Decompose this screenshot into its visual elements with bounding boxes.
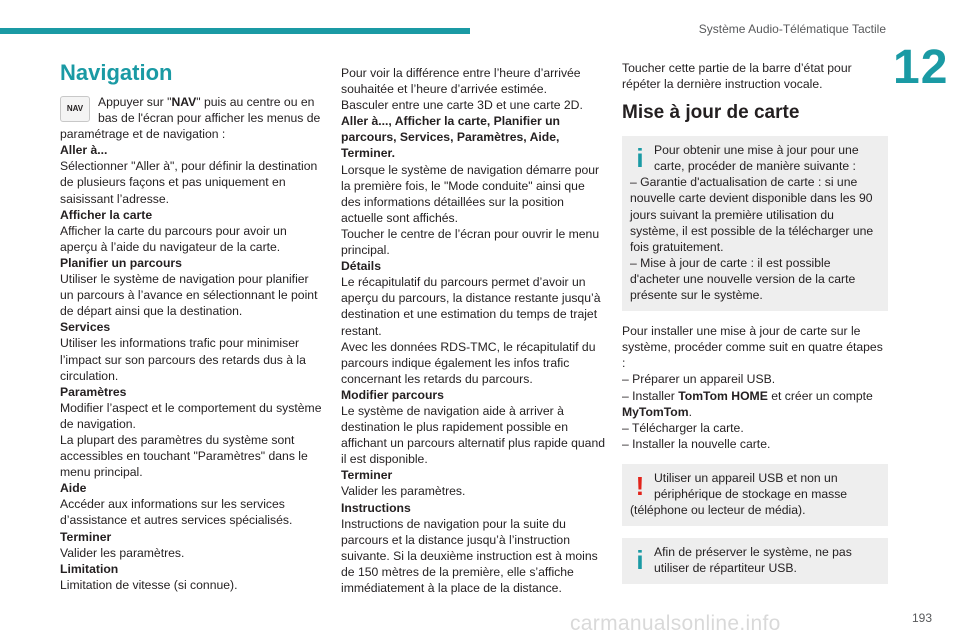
install-step-2 xyxy=(622,388,888,420)
text-help: Accéder aux informations sur les services d’assistance et autres services spécialisés. xyxy=(60,497,293,528)
text-settings-2: La plupart des paramètres du système sont accessibles en touchant "Paramètres" dans le menu principal. xyxy=(60,432,308,480)
text-finish-2: Valider les paramètres. xyxy=(341,484,466,499)
intro-text-a: Appuyer sur " xyxy=(98,95,172,109)
nav-button-icon: NAV xyxy=(60,96,90,122)
chapter-number: 12 xyxy=(893,41,949,94)
text-first-start: Lorsque le système de navigation démarre pour la première fois, le "Mode conduite" ainsi que des informations détaillées sur la position actuelle sont affichés. xyxy=(341,162,600,225)
text-status-bar: Toucher cette partie de la barre d’état pour répéter la dernière instruction vocale. xyxy=(622,61,852,92)
nav-intro-text xyxy=(60,94,322,142)
heading-services: Services xyxy=(60,320,111,335)
column-1 xyxy=(60,60,322,593)
text-plan-route: Utiliser le système de navigation pour planifier un parcours à l’avance en sélectionnant le point de départ ainsi que la destination. xyxy=(60,272,318,319)
install-intro: Pour installer une mise à jour de carte sur le système, procéder comme suit en quatre étapes : xyxy=(622,324,883,371)
info-box-map-update xyxy=(622,136,888,311)
page-number: 193 xyxy=(911,611,932,625)
text-goto: Sélectionner "Aller à", pour définir la destination de plusieurs façons et pas uniquement en saisissant l’adresse. xyxy=(60,159,318,206)
install-step-1: – Préparer un appareil USB. xyxy=(622,372,776,387)
text-details-2: Avec les données RDS-TMC, le récapitulatif du parcours indique également les infos trafic concernant les retards du parcours. xyxy=(341,339,596,386)
heading-plan-route: Planifier un parcours xyxy=(60,255,182,270)
warning-icon: ! xyxy=(635,470,645,501)
step2-text-e: . xyxy=(688,404,692,419)
heading-goto: Aller à... xyxy=(60,143,108,158)
step2-text-a: – Installer xyxy=(622,388,679,403)
text-arrival-diff: Pour voir la différence entre l’heure d’arrivée souhaitée et l’heure d’arrivée estimée. xyxy=(341,66,581,97)
nav-intro xyxy=(60,94,322,142)
install-step-4: – Installer la nouvelle carte. xyxy=(622,436,771,451)
text-touch-center: Toucher le centre de l’écran pour ouvrir le menu principal. xyxy=(341,226,600,258)
heading-modify-route: Modifier parcours xyxy=(341,387,444,402)
header-accent-bar xyxy=(0,28,470,34)
text-instructions: Instructions de navigation pour la suite du parcours et la distance jusqu’à l’instruction suivante. Si la deuxième instruction est à moins de 150 mètres de la première, elle s’affiche immédiatement à la place de la distance. xyxy=(341,516,598,595)
text-services: Utiliser les informations trafic pour minimiser l’impact sur son parcours des retards dus à la circulation. xyxy=(60,336,306,383)
step2-text-c: et créer un compte xyxy=(767,388,873,403)
heading-limit: Limitation xyxy=(60,561,119,576)
box3-text: Afin de préserver le système, ne pas utiliser de répartiteur USB. xyxy=(654,545,852,576)
info-icon: i xyxy=(636,143,644,174)
heading-main-menu-items: Aller à..., Afficher la carte, Planifier un parcours, Services, Paramètres, Aide, Terminer. xyxy=(341,114,560,161)
text-details-1: Le récapitulatif du parcours permet d’avoir un aperçu du parcours, la distance restante jusqu’à destination et une estimation du temps de trajet restant. xyxy=(341,275,601,338)
box1-intro: Pour obtenir une mise à jour pour une carte, procéder de manière suivante : xyxy=(654,143,859,174)
box1-item-1: – Garantie d'actualisation de carte : si une nouvelle carte devient disponible dans les 90 jours suivant la première utilisation du système, il est possible de la télécharger une fois gratuitement. xyxy=(630,175,874,254)
step2-mytomtom: MyTomTom xyxy=(622,404,689,419)
column-2 xyxy=(341,65,607,596)
header-title: Système Audio-Télématique Tactile xyxy=(698,22,886,36)
text-show-map: Afficher la carte du parcours pour avoir un aperçu à l’aide du navigateur de la carte. xyxy=(60,223,287,254)
info-icon: i xyxy=(636,545,644,576)
text-3d-2d: Basculer entre une carte 3D et une carte 2D. xyxy=(341,98,583,113)
warning-box-usb xyxy=(622,464,888,526)
heading-help: Aide xyxy=(60,481,87,496)
text-finish: Valider les paramètres. xyxy=(60,545,185,560)
info-box-usb-splitter xyxy=(622,538,888,584)
warning-text: Utiliser un appareil USB et non un périphérique de stockage en masse (téléphone ou lecteur de média). xyxy=(630,470,848,518)
text-settings-1: Modifier l’aspect et le comportement du système de navigation. xyxy=(60,400,322,431)
text-limit: Limitation de vitesse (si connue). xyxy=(60,577,238,592)
heading-finish: Terminer xyxy=(60,529,112,544)
heading-details: Détails xyxy=(341,259,381,274)
section-title-navigation: Navigation xyxy=(60,60,173,85)
box1-item-2: – Mise à jour de carte : il est possible d'acheter une nouvelle version de la carte présente sur le système. xyxy=(630,255,856,303)
heading-show-map: Afficher la carte xyxy=(60,207,153,222)
section-title-map-update: Mise à jour de carte xyxy=(622,102,800,124)
heading-settings: Paramètres xyxy=(60,384,127,399)
install-step-3: – Télécharger la carte. xyxy=(622,420,744,435)
heading-instructions: Instructions xyxy=(341,500,411,515)
text-modify-route: Le système de navigation aide à arriver à destination le plus rapidement possible en affichant un parcours alternatif plus rapide quand il est disponible. xyxy=(341,403,606,467)
intro-text-c: " puis au centre ou en bas de l'écran pour afficher les menus de paramétrage et de navigation : xyxy=(60,95,321,142)
column-3 xyxy=(622,60,888,596)
watermark: carmanualsonline.info xyxy=(570,612,781,635)
intro-text-bold: NAV xyxy=(171,95,197,109)
heading-finish-2: Terminer xyxy=(341,468,393,483)
step2-tomtom-home: TomTom HOME xyxy=(678,388,768,403)
